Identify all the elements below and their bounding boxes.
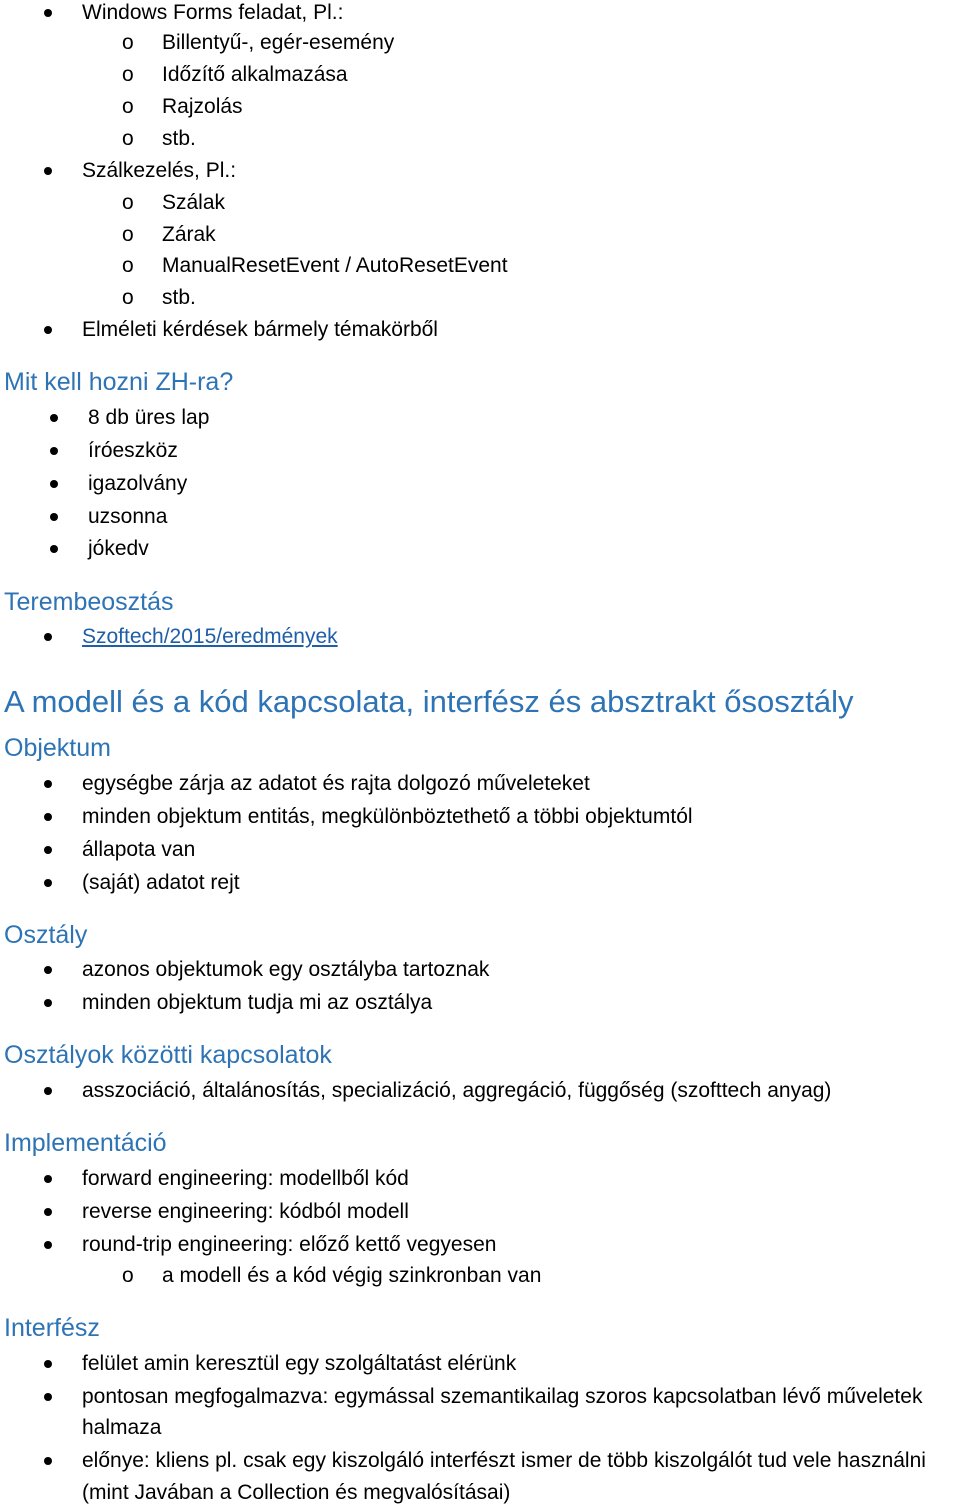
bullet-icon bbox=[50, 480, 58, 488]
sub-list-item: Szálak bbox=[162, 191, 226, 214]
bullet-icon bbox=[44, 846, 52, 854]
bullet-icon bbox=[44, 1208, 52, 1216]
section-heading: Osztály bbox=[4, 921, 88, 949]
list-item: pontosan megfogalmazva: egymással szemantikailag szoros kapcsolatban lévő műveletek bbox=[82, 1385, 923, 1408]
list-item: Szálkezelés, Pl.: bbox=[82, 159, 237, 182]
sub-bullet-icon: o bbox=[122, 95, 134, 118]
page-title: A modell és a kód kapcsolata, interfész és absztrakt ősosztály bbox=[4, 684, 854, 719]
list-item: 8 db üres lap bbox=[88, 406, 210, 429]
section-heading: Implementáció bbox=[4, 1129, 167, 1157]
bullet-icon bbox=[44, 1457, 52, 1465]
sub-bullet-icon: o bbox=[122, 254, 134, 277]
sub-bullet-icon: o bbox=[122, 223, 134, 246]
sub-bullet-icon: o bbox=[122, 1264, 134, 1287]
bullet-icon bbox=[44, 1241, 52, 1249]
bullet-icon bbox=[44, 813, 52, 821]
bullet-icon bbox=[50, 513, 58, 521]
bullet-icon bbox=[44, 879, 52, 887]
list-item: asszociáció, általánosítás, specializáció, aggregáció, függőség (szofttech anyag) bbox=[82, 1079, 832, 1102]
list-item: Elméleti kérdések bármely témakörből bbox=[82, 318, 438, 341]
bullet-icon bbox=[44, 966, 52, 974]
section-heading: Interfész bbox=[4, 1314, 100, 1342]
bullet-icon bbox=[44, 999, 52, 1007]
sub-list-item: a modell és a kód végig szinkronban van bbox=[162, 1264, 542, 1287]
sub-list-item: ManualResetEvent / AutoResetEvent bbox=[162, 254, 508, 277]
section-heading: Mit kell hozni ZH-ra? bbox=[4, 368, 234, 396]
list-item-continuation: (mint Javában a Collection és megvalósításai) bbox=[82, 1481, 511, 1504]
list-item-continuation: halmaza bbox=[82, 1416, 162, 1439]
bullet-icon bbox=[50, 447, 58, 455]
bullet-icon bbox=[44, 1360, 52, 1368]
bullet-icon bbox=[44, 1175, 52, 1183]
list-item: egységbe zárja az adatot és rajta dolgozó műveleteket bbox=[82, 772, 590, 795]
bullet-icon bbox=[50, 414, 58, 422]
list-item: reverse engineering: kódból modell bbox=[82, 1200, 409, 1223]
list-item: minden objektum tudja mi az osztálya bbox=[82, 991, 433, 1014]
bullet-icon bbox=[44, 1087, 52, 1095]
list-item: (saját) adatot rejt bbox=[82, 871, 240, 894]
bullet-icon bbox=[44, 780, 52, 788]
bullet-icon bbox=[50, 545, 58, 553]
sub-list-item: stb. bbox=[162, 127, 196, 150]
list-item: felület amin keresztül egy szolgáltatást elérünk bbox=[82, 1352, 517, 1375]
sub-list-item: Rajzolás bbox=[162, 95, 243, 118]
bullet-icon bbox=[44, 9, 52, 17]
sub-list-item: Zárak bbox=[162, 223, 216, 246]
bullet-icon bbox=[44, 326, 52, 334]
list-item: íróeszköz bbox=[88, 439, 178, 462]
sub-bullet-icon: o bbox=[122, 63, 134, 86]
sub-list-item: Időzítő alkalmazása bbox=[162, 63, 348, 86]
sub-bullet-icon: o bbox=[122, 286, 134, 309]
section-heading: Objektum bbox=[4, 734, 111, 762]
list-item: állapota van bbox=[82, 838, 196, 861]
sub-bullet-icon: o bbox=[122, 31, 134, 54]
list-item: forward engineering: modellből kód bbox=[82, 1167, 409, 1190]
list-item: minden objektum entitás, megkülönböztethető a többi objektumtól bbox=[82, 805, 693, 828]
section-heading: Terembeosztás bbox=[4, 588, 174, 616]
list-item: jókedv bbox=[88, 537, 149, 560]
bullet-icon bbox=[44, 1393, 52, 1401]
list-item: Windows Forms feladat, Pl.: bbox=[82, 1, 344, 24]
list-item: round-trip engineering: előző kettő vegyesen bbox=[82, 1233, 497, 1256]
sub-bullet-icon: o bbox=[122, 191, 134, 214]
bullet-icon bbox=[44, 167, 52, 175]
results-link[interactable]: Szoftech/2015/eredmények bbox=[82, 625, 338, 648]
list-item: igazolvány bbox=[88, 472, 188, 495]
list-item: előnye: kliens pl. csak egy kiszolgáló interfészt ismer de több kiszolgálót tud vele használni bbox=[82, 1449, 926, 1472]
sub-list-item: Billentyű-, egér-esemény bbox=[162, 31, 395, 54]
section-heading: Osztályok közötti kapcsolatok bbox=[4, 1041, 332, 1069]
sub-list-item: stb. bbox=[162, 286, 196, 309]
list-item: azonos objektumok egy osztályba tartoznak bbox=[82, 958, 490, 981]
bullet-icon bbox=[44, 633, 52, 641]
list-item: uzsonna bbox=[88, 505, 168, 528]
sub-bullet-icon: o bbox=[122, 127, 134, 150]
